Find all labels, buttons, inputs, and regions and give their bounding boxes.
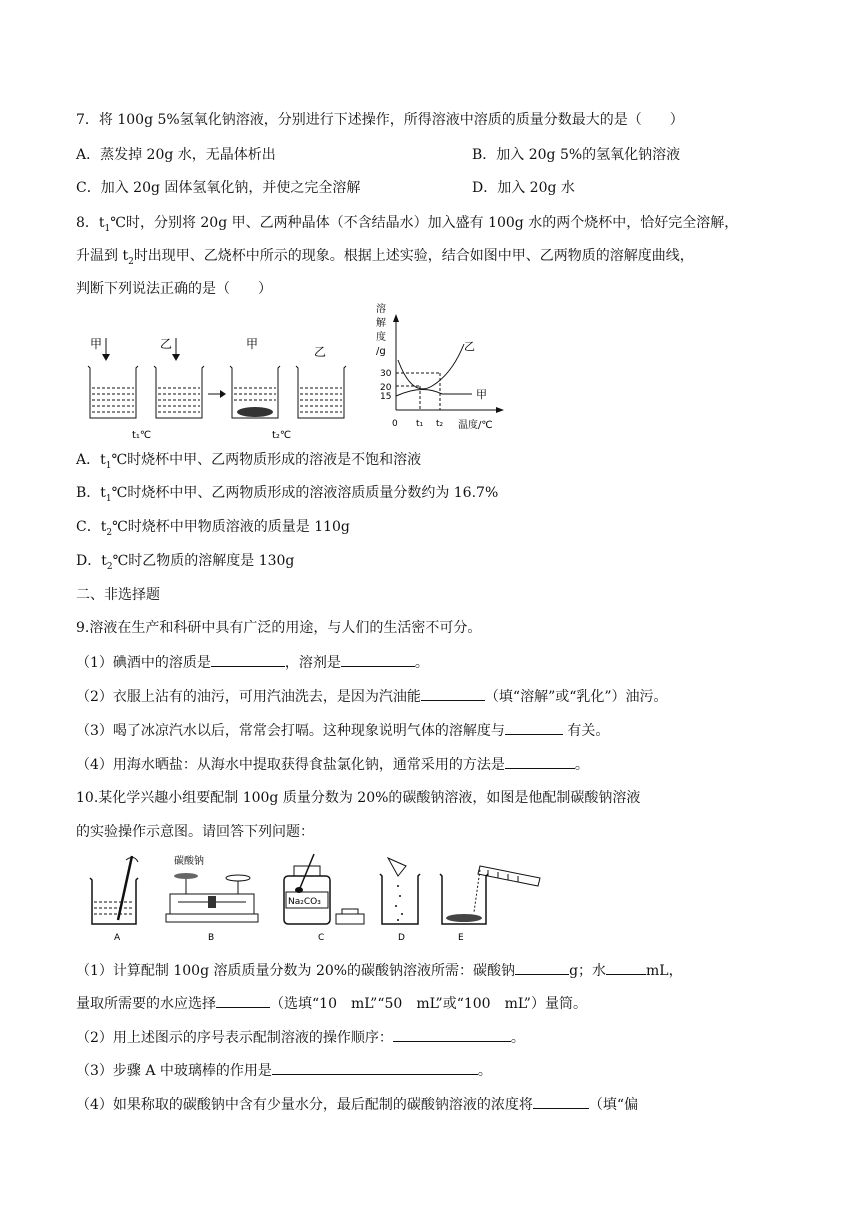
q10-part1-line2: 量取所需要的水应选择 （选填“10 mL”“50 mL”或“100 mL”）量筒。 <box>76 993 587 1014</box>
svg-text:E: E <box>458 933 464 943</box>
svg-text:B: B <box>208 933 215 943</box>
solubility-graph <box>372 298 512 438</box>
answer-blank[interactable] <box>216 993 270 1008</box>
tick-30: 30 <box>380 369 392 379</box>
q10-stem-line2: 的实验操作示意图。请回答下列问题： <box>76 824 314 840</box>
svg-text:碳酸钠: 碳酸钠 <box>174 856 204 867</box>
svg-text:甲: 甲 <box>246 337 259 351</box>
heating-arrow <box>208 390 226 398</box>
section-heading: 二、非选择题 <box>76 587 160 603</box>
q9-stem: 9.溶液在生产和科研中具有广泛的用途，与人们的生活密不可分。 <box>76 620 482 636</box>
svg-text:乙: 乙 <box>314 345 327 359</box>
q8-option-a: A．$t_1℃$时烧杯中甲、乙两物质形成的溶液是不饱和溶液 <box>76 452 422 471</box>
beaker-jia-t2 <box>230 337 280 418</box>
q10-part2: （2）用上述图示的序号表示配制溶液的操作顺序： 。 <box>76 1027 525 1048</box>
q7-option-c: C．加入 20g 固体氢氧化钠，并使之完全溶解 <box>76 180 361 196</box>
q10-procedure-figure <box>88 852 548 946</box>
graph-ylabel <box>376 302 386 357</box>
graph-t1: t₁ <box>416 419 424 429</box>
q8-option-d: D．$t_2℃$时乙物质的溶解度是 130g <box>76 553 295 572</box>
q7-option-b: B．加入 20g 5%的氢氧化钠溶液 <box>472 147 681 163</box>
step-d-dissolving <box>380 858 420 943</box>
q8-option-b: B．$t_1℃$时烧杯中甲、乙两物质形成的溶液溶质质量分数约为 16.7% <box>76 485 499 504</box>
q7-option-a: A．蒸发掉 20g 水，无晶体析出 <box>76 147 276 163</box>
q8-option-c: C．$t_2℃$时烧杯中甲物质溶液的质量是 110g <box>76 519 350 538</box>
q10-stem-line1: 10.某化学兴趣小组要配制 100g 质量分数为 20%的碳酸钠溶液，如图是他配制碳酸钠溶液 <box>76 790 641 806</box>
curve-yi-label: 乙 <box>464 340 475 353</box>
answer-blank[interactable] <box>505 720 563 735</box>
q9-part2: （2）衣服上沾有的油污，可用汽油洗去，是因为汽油能 （填“溶解”或“乳化”）油污。 <box>76 686 668 707</box>
step-c-reagent-bottle <box>284 854 364 943</box>
beaker-yi-t2 <box>296 345 346 418</box>
graph-origin: 0 <box>392 419 398 429</box>
svg-text:溶: 溶 <box>376 304 386 315</box>
q10-part3: （3）步骤 A 中玻璃棒的作用是 。 <box>76 1060 492 1081</box>
svg-text:解: 解 <box>376 318 386 329</box>
curve-jia <box>396 389 472 396</box>
t2-label: t₂℃ <box>272 430 292 441</box>
step-b-weighing <box>166 854 258 943</box>
q8-stem-line3: 判断下列说法正确的是（ ） <box>76 281 272 297</box>
svg-text:D: D <box>398 933 405 943</box>
svg-text:度: 度 <box>376 332 386 343</box>
q10-part1-line1: （1）计算配制 100g 溶质质量分数为 20%的碳酸钠溶液所需：碳酸钠 g；水 mL， <box>76 960 683 981</box>
svg-text:甲: 甲 <box>90 337 103 351</box>
answer-blank[interactable] <box>211 652 285 667</box>
q8-stem-line2: 升温到 $t_2$时出现甲、乙烧杯中所示的现象。根据上述实验，结合如图中甲、乙两物质的溶解度曲线， <box>76 248 694 267</box>
tick-20: 20 <box>380 383 392 393</box>
q9-part3: （3）喝了冰凉汽水以后，常常会打嗝。这种现象说明气体的溶解度与 有关。 <box>76 720 609 741</box>
graph-t2: t₂ <box>436 419 444 429</box>
answer-blank[interactable] <box>421 686 485 701</box>
curve-yi <box>398 344 464 389</box>
t1-label: t₁℃ <box>132 430 152 441</box>
q7-option-d: D．加入 20g 水 <box>472 180 575 196</box>
q8-beaker-figure <box>80 330 360 445</box>
svg-text:/g: /g <box>376 346 386 357</box>
q7-stem: 7．将 100g 5%氢氧化钠溶液，分别进行下述操作，所得溶液中溶质的质量分数最大的是（ ） <box>76 112 684 128</box>
step-e-pouring-water <box>440 866 540 943</box>
beaker-yi-t1 <box>154 337 204 418</box>
answer-blank[interactable] <box>341 652 415 667</box>
beaker-jia-t1 <box>88 337 138 418</box>
answer-blank[interactable] <box>272 1060 478 1075</box>
step-a-stirring <box>90 856 138 943</box>
q9-part4: （4）用海水晒盐：从海水中提取获得食盐氯化钠，通常采用的方法是 。 <box>76 754 589 775</box>
curve-jia-label: 甲 <box>476 388 487 401</box>
svg-text:乙: 乙 <box>160 337 173 351</box>
svg-text:A: A <box>114 933 121 943</box>
q8-stem-line1: 8．$t_1℃$时，分别将 20g 甲、乙两种晶体（不含结晶水）加入盛有 100g 水的两个烧杯中，恰好完全溶解， <box>76 215 739 234</box>
answer-blank[interactable] <box>533 1094 589 1109</box>
svg-text:C: C <box>318 933 325 943</box>
answer-blank[interactable] <box>393 1027 511 1042</box>
q10-part4: （4）如果称取的碳酸钠中含有少量水分，最后配制的碳酸钠溶液的浓度将 （填“偏 <box>76 1094 638 1115</box>
answer-blank[interactable] <box>515 960 569 975</box>
tick-15: 15 <box>380 392 392 402</box>
graph-xlabel: 温度/℃ <box>458 420 493 431</box>
svg-text:Na₂CO₃: Na₂CO₃ <box>288 897 321 907</box>
answer-blank[interactable] <box>505 754 575 769</box>
q9-part1: （1）碘酒中的溶质是 ，溶剂是 。 <box>76 652 429 673</box>
answer-blank[interactable] <box>606 960 646 975</box>
